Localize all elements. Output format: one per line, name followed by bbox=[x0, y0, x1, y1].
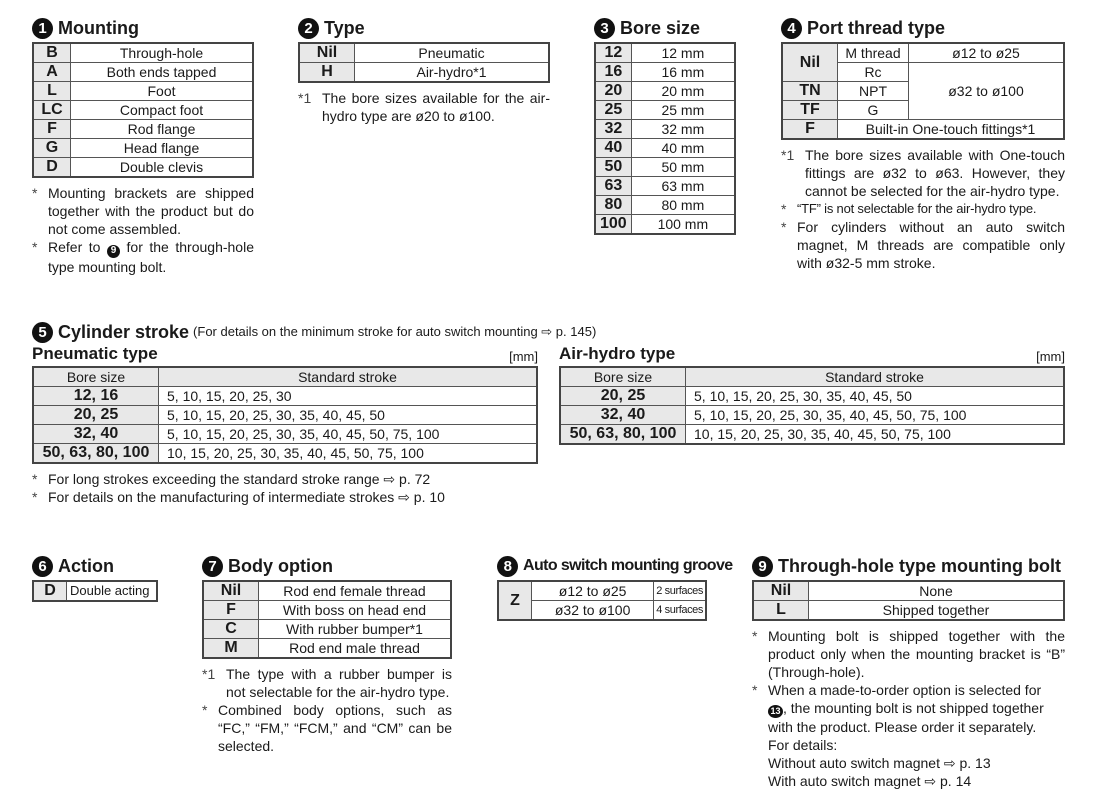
surfaces-cell: 2 surfaces bbox=[654, 581, 706, 601]
table-row bbox=[33, 158, 253, 178]
subsection-title: Air-hydro type bbox=[559, 344, 676, 363]
note bbox=[298, 89, 550, 125]
table-row bbox=[595, 215, 735, 235]
body-option-notes bbox=[202, 665, 452, 755]
desc-cell: Both ends tapped bbox=[71, 63, 254, 82]
stroke-cell: 5, 10, 15, 20, 25, 30, 35, 40, 45, 50 bbox=[159, 406, 538, 425]
code-cell: TF bbox=[782, 101, 838, 120]
table-row bbox=[595, 196, 735, 215]
section-header bbox=[752, 554, 1065, 578]
number-ref-icon: 13 bbox=[768, 705, 783, 718]
type-table bbox=[298, 42, 550, 83]
desc-cell: 80 mm bbox=[631, 196, 735, 215]
desc-cell: With rubber bumper*1 bbox=[259, 620, 452, 639]
bore-cell: 32, 40 bbox=[560, 406, 686, 425]
number-badge-icon: 9 bbox=[752, 556, 773, 577]
range-cell: ø32 to ø100 bbox=[532, 601, 654, 621]
table-header-row bbox=[560, 367, 1064, 387]
code-cell: 40 bbox=[595, 139, 631, 158]
note-mark: *1 bbox=[781, 147, 795, 163]
section-subtitle: (For details on the minimum stroke for auto switch mounting ⇨ p. 145) bbox=[193, 324, 597, 339]
bore-cell: 32, 40 bbox=[33, 425, 159, 444]
code-cell: D bbox=[33, 158, 71, 178]
section-title: Mounting bbox=[58, 17, 139, 38]
section-title: Bore size bbox=[620, 17, 701, 38]
section-header bbox=[32, 320, 1066, 344]
table-row bbox=[299, 43, 549, 63]
section-mounting-bolt bbox=[752, 554, 1065, 790]
unit-label: [mm] bbox=[1036, 349, 1065, 364]
code-cell: 16 bbox=[595, 63, 631, 82]
table-row bbox=[595, 43, 735, 63]
desc-cell: Through-hole bbox=[71, 43, 254, 63]
note bbox=[202, 665, 452, 701]
thread-cell: Rc bbox=[838, 63, 909, 82]
desc-cell: 20 mm bbox=[631, 82, 735, 101]
desc-cell: 32 mm bbox=[631, 120, 735, 139]
desc-cell: Head flange bbox=[71, 139, 254, 158]
code-cell: Nil bbox=[299, 43, 355, 63]
details-label: For details: bbox=[768, 736, 838, 753]
section-header bbox=[298, 16, 550, 40]
note bbox=[781, 146, 1065, 200]
desc-cell: 50 mm bbox=[631, 158, 735, 177]
code-cell: TN bbox=[782, 82, 838, 101]
note-text-post: for the through-hole type mounting bolt. bbox=[48, 239, 254, 275]
code-cell: 32 bbox=[595, 120, 631, 139]
code-cell: Z bbox=[498, 581, 532, 620]
table-row bbox=[33, 139, 253, 158]
subsection-header bbox=[559, 344, 1065, 364]
number-badge-icon: 5 bbox=[32, 322, 53, 343]
desc-cell: Rod end male thread bbox=[259, 639, 452, 659]
body-option-table bbox=[202, 580, 452, 659]
surfaces-cell: 4 surfaces bbox=[654, 601, 706, 621]
bore-cell: 20, 25 bbox=[33, 406, 159, 425]
note bbox=[752, 627, 1065, 681]
bore-cell: 20, 25 bbox=[560, 387, 686, 406]
table-row bbox=[782, 120, 1064, 140]
thread-cell: M thread bbox=[838, 43, 909, 63]
desc-cell: 63 mm bbox=[631, 177, 735, 196]
unit-label: [mm] bbox=[509, 349, 538, 364]
note-text-pre: When a made-to-order option is selected for bbox=[768, 682, 1042, 698]
table-row bbox=[753, 601, 1064, 621]
table-row bbox=[203, 581, 451, 601]
section-title: Auto switch mounting groove bbox=[523, 557, 733, 574]
note bbox=[781, 218, 1065, 272]
note-text[interactable]: For details on the manufacturing of intermediate strokes ⇨ p. 10 bbox=[48, 489, 445, 505]
number-badge-icon: 2 bbox=[298, 18, 319, 39]
code-cell: D bbox=[33, 581, 67, 601]
section-title: Type bbox=[324, 17, 365, 38]
note-text bbox=[768, 681, 1065, 790]
section-title: Body option bbox=[228, 555, 333, 576]
section-cylinder-stroke bbox=[32, 320, 1066, 346]
note bbox=[781, 200, 1065, 218]
code-cell: 80 bbox=[595, 196, 631, 215]
table-row bbox=[595, 158, 735, 177]
table-row bbox=[33, 444, 537, 464]
note-mark: * bbox=[752, 628, 758, 644]
desc-cell: None bbox=[809, 581, 1065, 601]
number-ref-icon: 9 bbox=[107, 245, 120, 258]
table-row bbox=[595, 82, 735, 101]
port-thread-notes bbox=[781, 146, 1065, 272]
airhydro-stroke-table bbox=[559, 366, 1065, 445]
mounting-notes bbox=[32, 184, 254, 276]
column-header: Standard stroke bbox=[686, 367, 1065, 387]
table-row bbox=[560, 406, 1064, 425]
desc-cell: Air-hydro*1 bbox=[355, 63, 550, 83]
code-cell: 12 bbox=[595, 43, 631, 63]
bore-cell: 12, 16 bbox=[33, 387, 159, 406]
code-cell: 25 bbox=[595, 101, 631, 120]
desc-cell: Rod end female thread bbox=[259, 581, 452, 601]
desc-cell: 25 mm bbox=[631, 101, 735, 120]
desc-cell: 40 mm bbox=[631, 139, 735, 158]
note-text: For cylinders without an auto switch magnet, M threads are compatible only with ø32-5 mm stroke. bbox=[797, 219, 1065, 271]
table-row bbox=[33, 120, 253, 139]
note-text-post: , the mounting bolt is not shipped together with the product. Please order it separately. bbox=[768, 700, 1044, 735]
section-header bbox=[781, 16, 1065, 40]
column-header: Standard stroke bbox=[159, 367, 538, 387]
stroke-cell: 5, 10, 15, 20, 25, 30 bbox=[159, 387, 538, 406]
note-mark: * bbox=[752, 682, 758, 698]
desc-cell: Compact foot bbox=[71, 101, 254, 120]
pneumatic-stroke-table bbox=[32, 366, 538, 464]
thread-cell: NPT bbox=[838, 82, 909, 101]
table-row bbox=[560, 387, 1064, 406]
table-row bbox=[753, 581, 1064, 601]
bolt-table bbox=[752, 580, 1065, 621]
desc-cell: Double acting bbox=[67, 581, 158, 601]
note-text: The type with a rubber bumper is not selectable for the air-hydro type. bbox=[226, 666, 452, 700]
note-mark: * bbox=[781, 201, 787, 217]
code-cell: M bbox=[203, 639, 259, 659]
note-text: The bore sizes available for the air-hydro type are ø20 to ø100. bbox=[322, 90, 550, 124]
port-thread-table bbox=[781, 42, 1065, 140]
number-badge-icon: 3 bbox=[594, 18, 615, 39]
number-badge-icon: 4 bbox=[781, 18, 802, 39]
section-title: Action bbox=[58, 555, 114, 576]
note-text[interactable]: For long strokes exceeding the standard stroke range ⇨ p. 72 bbox=[48, 471, 431, 487]
note-mark: * bbox=[202, 702, 208, 718]
desc-cell: Pneumatic bbox=[355, 43, 550, 63]
code-cell: LC bbox=[33, 101, 71, 120]
mounting-table bbox=[32, 42, 254, 178]
section-header bbox=[32, 16, 254, 40]
code-cell: L bbox=[753, 601, 809, 621]
note-text bbox=[48, 238, 254, 276]
table-row bbox=[595, 177, 735, 196]
table-row bbox=[33, 63, 253, 82]
stroke-notes bbox=[32, 470, 538, 506]
section-port-thread bbox=[781, 16, 1065, 272]
table-row bbox=[595, 139, 735, 158]
action-table bbox=[32, 580, 158, 602]
note-mark: *1 bbox=[298, 90, 312, 106]
table-header-row bbox=[33, 367, 537, 387]
code-cell: 63 bbox=[595, 177, 631, 196]
subsection-title: Pneumatic type bbox=[32, 344, 158, 363]
table-row bbox=[203, 601, 451, 620]
table-row bbox=[498, 581, 706, 601]
section-type bbox=[298, 16, 550, 125]
note-mark: *1 bbox=[202, 666, 216, 682]
subsection-header bbox=[32, 344, 538, 364]
number-badge-icon: 1 bbox=[32, 18, 53, 39]
details-link[interactable]: Without auto switch magnet ⇨ p. 13 bbox=[768, 754, 991, 771]
table-row bbox=[33, 82, 253, 101]
desc-cell: With boss on head end bbox=[259, 601, 452, 620]
code-cell: F bbox=[782, 120, 838, 140]
airhydro-stroke bbox=[559, 344, 1065, 445]
range-cell: ø12 to ø25 bbox=[909, 43, 1065, 63]
code-cell: F bbox=[33, 120, 71, 139]
table-row bbox=[33, 43, 253, 63]
section-title: Through-hole type mounting bolt bbox=[778, 555, 1061, 576]
note-text: Combined body options, such as “FC,” “FM,” “FCM,” and “CM” can be selected. bbox=[218, 702, 452, 754]
bore-cell: 50, 63, 80, 100 bbox=[560, 425, 686, 445]
code-cell: Nil bbox=[782, 43, 838, 82]
table-row bbox=[782, 43, 1064, 63]
table-row bbox=[33, 581, 157, 601]
section-bore-size bbox=[594, 16, 736, 235]
code-cell: Nil bbox=[203, 581, 259, 601]
section-auto-switch-groove bbox=[497, 554, 733, 621]
stroke-cell: 10, 15, 20, 25, 30, 35, 40, 45, 50, 75, 100 bbox=[159, 444, 538, 464]
note-mark: * bbox=[32, 471, 38, 487]
note-mark: * bbox=[32, 239, 38, 255]
range-cell: ø12 to ø25 bbox=[532, 581, 654, 601]
code-cell: Nil bbox=[753, 581, 809, 601]
code-cell: B bbox=[33, 43, 71, 63]
note bbox=[752, 681, 1065, 790]
column-header: Bore size bbox=[33, 367, 159, 387]
note-mark: * bbox=[32, 185, 38, 201]
note-mark: * bbox=[32, 489, 38, 505]
stroke-cell: 5, 10, 15, 20, 25, 30, 35, 40, 45, 50, 75, 100 bbox=[159, 425, 538, 444]
bore-size-table bbox=[594, 42, 736, 235]
desc-cell: 12 mm bbox=[631, 43, 735, 63]
section-header bbox=[32, 554, 158, 578]
note-text-pre: Refer to bbox=[48, 239, 107, 255]
stroke-cell: 10, 15, 20, 25, 30, 35, 40, 45, 50, 75, 100 bbox=[686, 425, 1065, 445]
table-row bbox=[203, 620, 451, 639]
auto-switch-table bbox=[497, 580, 707, 621]
note bbox=[32, 184, 254, 238]
note-text: Mounting bolt is shipped together with the product only when the mounting bracket is “B” (Through-hole). bbox=[768, 628, 1065, 680]
table-row bbox=[33, 425, 537, 444]
note bbox=[32, 488, 538, 506]
range-cell: ø32 to ø100 bbox=[909, 63, 1065, 120]
section-action bbox=[32, 554, 158, 602]
stroke-cell: 5, 10, 15, 20, 25, 30, 35, 40, 45, 50, 75, 100 bbox=[686, 406, 1065, 425]
table-row bbox=[33, 101, 253, 120]
code-cell: A bbox=[33, 63, 71, 82]
thread-cell: G bbox=[838, 101, 909, 120]
desc-cell: Foot bbox=[71, 82, 254, 101]
table-row bbox=[595, 101, 735, 120]
note bbox=[32, 470, 538, 488]
details-link[interactable]: With auto switch magnet ⇨ p. 14 bbox=[768, 772, 972, 789]
section-header bbox=[594, 16, 736, 40]
column-header: Bore size bbox=[560, 367, 686, 387]
number-badge-icon: 6 bbox=[32, 556, 53, 577]
type-notes bbox=[298, 89, 550, 125]
desc-cell: Rod flange bbox=[71, 120, 254, 139]
table-row bbox=[595, 63, 735, 82]
bore-cell: 50, 63, 80, 100 bbox=[33, 444, 159, 464]
table-row bbox=[560, 425, 1064, 445]
code-cell: L bbox=[33, 82, 71, 101]
table-row bbox=[203, 639, 451, 659]
note bbox=[202, 701, 452, 755]
code-cell: 20 bbox=[595, 82, 631, 101]
stroke-cell: 5, 10, 15, 20, 25, 30, 35, 40, 45, 50 bbox=[686, 387, 1065, 406]
table-row bbox=[595, 120, 735, 139]
section-title: Port thread type bbox=[807, 17, 946, 38]
code-cell: G bbox=[33, 139, 71, 158]
note-text: The bore sizes available with One-touch fittings are ø32 to ø63. However, they cannot be selected for the air-hydro type. bbox=[805, 147, 1065, 199]
section-title: Cylinder stroke bbox=[58, 321, 190, 342]
table-row bbox=[33, 387, 537, 406]
code-cell: H bbox=[299, 63, 355, 83]
number-badge-icon: 7 bbox=[202, 556, 223, 577]
section-header bbox=[202, 554, 452, 578]
pneumatic-stroke bbox=[32, 344, 538, 506]
number-badge-icon: 8 bbox=[497, 556, 518, 577]
section-mounting bbox=[32, 16, 254, 276]
section-body-option bbox=[202, 554, 452, 755]
note-mark: * bbox=[781, 219, 787, 235]
note-text: “TF” is not selectable for the air-hydro type. bbox=[797, 201, 1037, 216]
section-header bbox=[497, 554, 733, 578]
code-cell: 50 bbox=[595, 158, 631, 177]
bolt-notes bbox=[752, 627, 1065, 790]
desc-cell: 16 mm bbox=[631, 63, 735, 82]
note-text: Mounting brackets are shipped together with the product but do not come assembled. bbox=[48, 185, 254, 237]
table-row bbox=[299, 63, 549, 83]
desc-cell: 100 mm bbox=[631, 215, 735, 235]
desc-cell: Double clevis bbox=[71, 158, 254, 178]
code-cell: C bbox=[203, 620, 259, 639]
code-cell: 100 bbox=[595, 215, 631, 235]
note bbox=[32, 238, 254, 276]
desc-cell: Built-in One-touch fittings*1 bbox=[838, 120, 1065, 140]
table-row bbox=[33, 406, 537, 425]
code-cell: F bbox=[203, 601, 259, 620]
desc-cell: Shipped together bbox=[809, 601, 1065, 621]
